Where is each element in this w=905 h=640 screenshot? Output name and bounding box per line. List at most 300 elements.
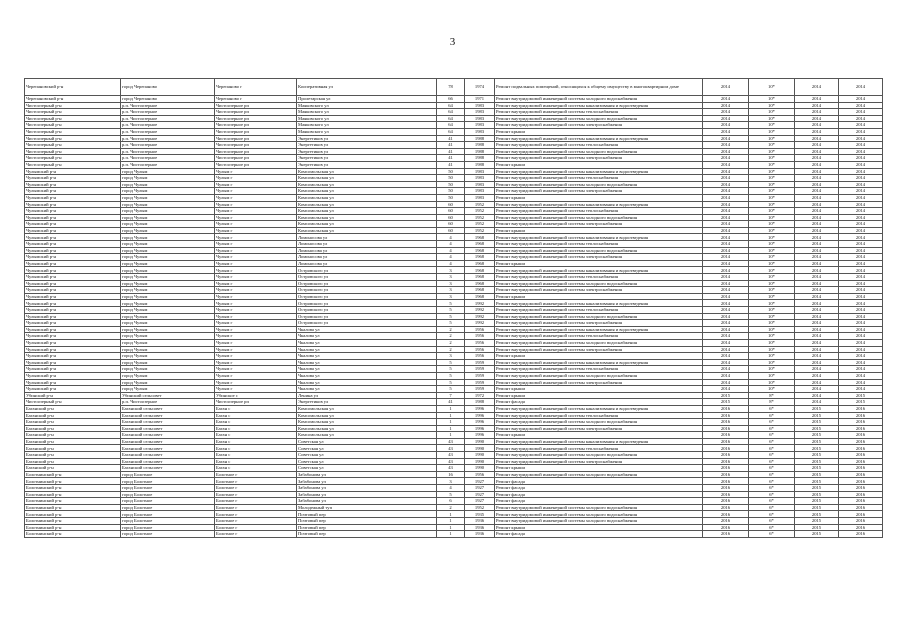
table-cell: 1996 bbox=[465, 405, 495, 412]
table-cell: 6* bbox=[749, 445, 795, 452]
table-cell: 2016 bbox=[703, 471, 749, 478]
table-cell: 2014 bbox=[795, 326, 839, 333]
table-row bbox=[25, 518, 883, 525]
table-cell: 2014 bbox=[839, 201, 883, 208]
table-cell: 3 bbox=[437, 353, 465, 360]
table-cell: 6* bbox=[749, 471, 795, 478]
table-cell: 6* bbox=[749, 452, 795, 459]
table-cell: 2014 bbox=[703, 386, 749, 393]
table-cell: Болотнинский р-н bbox=[25, 511, 121, 518]
table-cell: Болотнинский р-н bbox=[25, 524, 121, 531]
table-row bbox=[25, 326, 883, 333]
table-cell: Баганский сельсовет bbox=[121, 445, 215, 452]
table-cell: Болотнинский р-н bbox=[25, 498, 121, 505]
table-cell: 2014 bbox=[795, 313, 839, 320]
table-cell: Чкалова ул bbox=[297, 353, 437, 360]
table-cell: 10* bbox=[749, 300, 795, 307]
table-cell: Чулымский р-н bbox=[25, 333, 121, 340]
table-cell: Чулымский р-н bbox=[25, 168, 121, 175]
table-row bbox=[25, 485, 883, 492]
table-cell: 2016 bbox=[839, 511, 883, 518]
table-cell: Баганский сельсовет bbox=[121, 458, 215, 465]
table-cell: 2014 bbox=[703, 287, 749, 294]
page-number: 3 bbox=[449, 36, 456, 48]
table-row bbox=[25, 142, 883, 149]
table-cell: Чистоозерный р-н bbox=[25, 161, 121, 168]
table-cell: 2014 bbox=[795, 115, 839, 122]
table-cell: 5 bbox=[437, 491, 465, 498]
table-row bbox=[25, 524, 883, 531]
table-cell: Ремонт внутридомовой инженерной системы канализования и водоотведения bbox=[495, 300, 703, 307]
table-cell: Ремонт внутридомовой инженерной системы холодного водоснабжения bbox=[495, 471, 703, 478]
table-cell: 2015 bbox=[795, 405, 839, 412]
table-cell: 6* bbox=[749, 531, 795, 538]
table-cell: Чулымский р-н bbox=[25, 241, 121, 248]
table-row bbox=[25, 333, 883, 340]
table-cell: город Чулым bbox=[121, 386, 215, 393]
table-cell: 41 bbox=[437, 161, 465, 168]
table-row bbox=[25, 339, 883, 346]
table-cell: город Чулым bbox=[121, 188, 215, 195]
table-cell: Комсомольская ул bbox=[297, 425, 437, 432]
table-cell: 1956 bbox=[465, 326, 495, 333]
table-cell: Ремонт крыши bbox=[495, 386, 703, 393]
table-cell: Комсомольская ул bbox=[297, 181, 437, 188]
table-cell: 1992 bbox=[465, 300, 495, 307]
table-cell: 2014 bbox=[839, 300, 883, 307]
table-cell: Баганский сельсовет bbox=[121, 438, 215, 445]
table-cell: Ремонт внутридомовой инженерной системы электроснабжения bbox=[495, 425, 703, 432]
table-cell: 2014 bbox=[703, 148, 749, 155]
table-cell: 1990 bbox=[465, 438, 495, 445]
table-cell: р.п. Чистоозерное bbox=[121, 399, 215, 406]
table-cell: 2014 bbox=[839, 241, 883, 248]
table-cell: 2014 bbox=[703, 201, 749, 208]
table-cell: 2016 bbox=[839, 458, 883, 465]
table-cell: 43 bbox=[437, 438, 465, 445]
table-cell: 2014 bbox=[795, 227, 839, 234]
table-cell: 10* bbox=[749, 155, 795, 162]
table-cell: Баганский сельсовет bbox=[121, 452, 215, 459]
table-cell: Болотнинский р-н bbox=[25, 504, 121, 511]
table-cell: Чулымский р-н bbox=[25, 221, 121, 228]
table-cell: 1927 bbox=[465, 498, 495, 505]
table-cell: 3 bbox=[437, 293, 465, 300]
table-cell: Ремонт крыши bbox=[495, 392, 703, 399]
table-cell: 1927 bbox=[465, 491, 495, 498]
table-cell: Комсомольская ул bbox=[297, 405, 437, 412]
table-cell: 4 bbox=[437, 247, 465, 254]
table-cell: Чулым г bbox=[215, 227, 297, 234]
table-cell: 1927 bbox=[465, 485, 495, 492]
table-cell: 1983 bbox=[465, 109, 495, 116]
table-cell: Ремонт внутридомовой инженерной системы теплоснабжения bbox=[495, 109, 703, 116]
table-cell: 2016 bbox=[703, 498, 749, 505]
table-row bbox=[25, 115, 883, 122]
table-cell: 2014 bbox=[703, 168, 749, 175]
table-cell: 10* bbox=[749, 122, 795, 129]
table-cell: 2015 bbox=[703, 399, 749, 406]
table-row bbox=[25, 432, 883, 439]
table-cell: 1983 bbox=[465, 115, 495, 122]
table-cell: 1996 bbox=[465, 412, 495, 419]
table-row bbox=[25, 208, 883, 215]
table-cell: Чулым г bbox=[215, 234, 297, 241]
table-row bbox=[25, 161, 883, 168]
table-cell: 10* bbox=[749, 366, 795, 373]
table-cell: Чкалова ул bbox=[297, 326, 437, 333]
table-cell: Ремонт внутридомовой инженерной системы теплоснабжения bbox=[495, 445, 703, 452]
table-cell: Советская ул bbox=[297, 438, 437, 445]
table-cell: Ремонт внутридомовой инженерной системы теплоснабжения bbox=[495, 307, 703, 314]
table-cell: 2014 bbox=[795, 168, 839, 175]
table-cell: 2014 bbox=[795, 122, 839, 129]
table-cell: Чистоозерное рп bbox=[215, 122, 297, 129]
table-cell: Островского ул bbox=[297, 274, 437, 281]
table-cell: 1983 bbox=[465, 122, 495, 129]
table-cell: Чулым г bbox=[215, 188, 297, 195]
table-cell: город Чулым bbox=[121, 214, 215, 221]
table-cell: Чулым г bbox=[215, 168, 297, 175]
table-cell: 1 bbox=[437, 419, 465, 426]
table-row bbox=[25, 399, 883, 406]
table-cell: 50 bbox=[437, 168, 465, 175]
table-cell: Чулымский р-н bbox=[25, 194, 121, 201]
table-cell: Чулым г bbox=[215, 267, 297, 274]
table-cell: 2014 bbox=[795, 254, 839, 261]
table-cell: Чулым г bbox=[215, 194, 297, 201]
table-cell: 10* bbox=[749, 115, 795, 122]
table-cell: город Чулым bbox=[121, 208, 215, 215]
table-cell: 2016 bbox=[703, 438, 749, 445]
table-cell: 41 bbox=[437, 142, 465, 149]
table-cell: 1952 bbox=[465, 504, 495, 511]
table-cell: 10* bbox=[749, 102, 795, 109]
table-cell: Маяковского ул bbox=[297, 115, 437, 122]
table-cell: Ремонт внутридомовой инженерной системы холодного водоснабжения bbox=[495, 247, 703, 254]
table-row bbox=[25, 386, 883, 393]
table-cell: Ломоносова ул bbox=[297, 241, 437, 248]
table-cell: 2014 bbox=[795, 260, 839, 267]
table-row bbox=[25, 96, 883, 103]
table-cell: 2014 bbox=[703, 366, 749, 373]
table-cell: 2014 bbox=[703, 102, 749, 109]
table-cell: Ремонт крыши bbox=[495, 432, 703, 439]
table-cell: 5 bbox=[437, 372, 465, 379]
table-cell: город Болотное bbox=[121, 518, 215, 525]
table-cell: 2015 bbox=[839, 392, 883, 399]
table-cell: Чулым г bbox=[215, 241, 297, 248]
table-cell: 10* bbox=[749, 287, 795, 294]
table-row bbox=[25, 471, 883, 478]
table-cell: 2014 bbox=[703, 267, 749, 274]
table-cell: 2014 bbox=[703, 254, 749, 261]
table-cell: Комсомольская ул bbox=[297, 201, 437, 208]
table-cell: 2015 bbox=[839, 399, 883, 406]
table-cell: Чкалова ул bbox=[297, 339, 437, 346]
table-cell: город Чулым bbox=[121, 168, 215, 175]
table-cell: 1968 bbox=[465, 274, 495, 281]
table-cell: 1 bbox=[437, 524, 465, 531]
table-cell: 2016 bbox=[839, 405, 883, 412]
table-row bbox=[25, 366, 883, 373]
table-cell: Убинский р-н bbox=[25, 392, 121, 399]
table-row bbox=[25, 280, 883, 287]
table-cell: 2014 bbox=[839, 161, 883, 168]
table-cell: Баганский р-н bbox=[25, 432, 121, 439]
table-row bbox=[25, 135, 883, 142]
table-cell: Болотнинский р-н bbox=[25, 531, 121, 538]
table-cell: 1968 bbox=[465, 280, 495, 287]
table-cell: Чулым г bbox=[215, 221, 297, 228]
table-cell: Чистоозерное рп bbox=[215, 399, 297, 406]
table-cell: 1956 bbox=[465, 333, 495, 340]
table-cell: город Чулым bbox=[121, 372, 215, 379]
table-cell: Баганский сельсовет bbox=[121, 425, 215, 432]
table-cell: 2014 bbox=[703, 293, 749, 300]
table-cell: Ремонт внутридомовой инженерной системы канализования и водоотведения bbox=[495, 135, 703, 142]
table-cell: Чулымский р-н bbox=[25, 339, 121, 346]
table-cell: Чулымский р-н bbox=[25, 320, 121, 327]
table-cell: Комсомольская ул bbox=[297, 227, 437, 234]
table-cell: Комсомольская ул bbox=[297, 208, 437, 215]
table-cell: 10* bbox=[749, 260, 795, 267]
table-cell: Чулым г bbox=[215, 386, 297, 393]
table-cell: 10* bbox=[749, 379, 795, 386]
table-cell: 2016 bbox=[839, 419, 883, 426]
table-cell: Чулым г bbox=[215, 254, 297, 261]
table-cell: 2014 bbox=[795, 392, 839, 399]
table-cell: Чистоозерный р-н bbox=[25, 109, 121, 116]
table-cell: 10* bbox=[749, 175, 795, 182]
table-cell: 2014 bbox=[795, 399, 839, 406]
table-row bbox=[25, 346, 883, 353]
table-cell: Островского ул bbox=[297, 293, 437, 300]
table-cell: 2014 bbox=[795, 339, 839, 346]
table-cell: 1959 bbox=[465, 359, 495, 366]
table-row bbox=[25, 128, 883, 135]
table-cell: 2014 bbox=[795, 267, 839, 274]
table-cell: 10* bbox=[749, 339, 795, 346]
table-cell: 2016 bbox=[703, 491, 749, 498]
table-cell: 1968 bbox=[465, 241, 495, 248]
table-cell: 2015 bbox=[795, 498, 839, 505]
table-cell: Ломоносова ул bbox=[297, 247, 437, 254]
table-cell: 2014 bbox=[795, 188, 839, 195]
table-cell: Чистоозерный р-н bbox=[25, 399, 121, 406]
table-cell: 50 bbox=[437, 181, 465, 188]
table-cell: Ремонт внутридомовой инженерной системы теплоснабжения bbox=[495, 412, 703, 419]
table-cell: 1974 bbox=[465, 79, 495, 96]
table-cell: 2014 bbox=[839, 247, 883, 254]
table-cell: Баганский сельсовет bbox=[121, 412, 215, 419]
table-cell: Чулымский р-н bbox=[25, 208, 121, 215]
table-cell: Ремонт фасада bbox=[495, 491, 703, 498]
table-cell: город Чулым bbox=[121, 221, 215, 228]
table-cell: Энергетиков ул bbox=[297, 161, 437, 168]
table-cell: Баганский сельсовет bbox=[121, 419, 215, 426]
table-row bbox=[25, 307, 883, 314]
table-cell: 1936 bbox=[465, 531, 495, 538]
table-cell: Чулым г bbox=[215, 175, 297, 182]
table-row bbox=[25, 458, 883, 465]
table-cell: Болотное г bbox=[215, 524, 297, 531]
table-cell: Чулым г bbox=[215, 201, 297, 208]
table-cell: 1959 bbox=[465, 366, 495, 373]
table-cell: Чулым г bbox=[215, 346, 297, 353]
table-cell: Болотное г bbox=[215, 531, 297, 538]
table-cell: р.п. Чистоозерное bbox=[121, 102, 215, 109]
table-cell: 41 bbox=[437, 135, 465, 142]
table-cell: Чулым г bbox=[215, 181, 297, 188]
table-cell: Чистоозерный р-н bbox=[25, 102, 121, 109]
table-cell: Чулымский р-н bbox=[25, 307, 121, 314]
table-cell: Баганский р-н bbox=[25, 465, 121, 472]
table-cell: 2014 bbox=[839, 188, 883, 195]
table-cell: 2016 bbox=[703, 465, 749, 472]
table-cell: 2016 bbox=[839, 524, 883, 531]
table-cell: 10* bbox=[749, 307, 795, 314]
table-cell: город Болотное bbox=[121, 504, 215, 511]
table-cell: 2014 bbox=[703, 115, 749, 122]
table-cell: 4 bbox=[437, 254, 465, 261]
table-cell: 2014 bbox=[703, 96, 749, 103]
table-cell: 6* bbox=[749, 438, 795, 445]
table-cell: 10* bbox=[749, 148, 795, 155]
table-cell: 2014 bbox=[703, 188, 749, 195]
table-cell: Баган с bbox=[215, 458, 297, 465]
table-cell: 2014 bbox=[703, 313, 749, 320]
table-row bbox=[25, 109, 883, 116]
table-cell: 4 bbox=[437, 234, 465, 241]
table-cell: Чулым г bbox=[215, 326, 297, 333]
table-cell: Болотнинский р-н bbox=[25, 471, 121, 478]
table-cell: 2016 bbox=[703, 511, 749, 518]
table-cell: 1 bbox=[437, 511, 465, 518]
table-cell: 43 bbox=[437, 452, 465, 459]
table-cell: Комсомольская ул bbox=[297, 194, 437, 201]
table-cell: Почтовый пер bbox=[297, 511, 437, 518]
table-cell: 10* bbox=[749, 227, 795, 234]
table-cell: Ремонт внутридомовой инженерной системы холодного водоснабжения bbox=[495, 115, 703, 122]
table-cell: Пролетарская ул bbox=[297, 96, 437, 103]
table-cell: 4 bbox=[437, 241, 465, 248]
table-cell: 2016 bbox=[703, 419, 749, 426]
table-cell: 1 bbox=[437, 425, 465, 432]
table-cell: 4 bbox=[437, 260, 465, 267]
table-cell: 6* bbox=[749, 405, 795, 412]
table-cell: 1956 bbox=[465, 346, 495, 353]
table-cell: город Чулым bbox=[121, 287, 215, 294]
table-cell: Ремонт внутридомовой инженерной системы холодного водоснабжения bbox=[495, 419, 703, 426]
table-cell: Почтовый пер bbox=[297, 531, 437, 538]
table-cell: Молодежный туп bbox=[297, 504, 437, 511]
table-cell: Чулымский р-н bbox=[25, 234, 121, 241]
table-cell: Чулым г bbox=[215, 293, 297, 300]
table-cell: Баганский сельсовет bbox=[121, 432, 215, 439]
table-cell: 2014 bbox=[703, 307, 749, 314]
table-cell: 3 bbox=[437, 280, 465, 287]
table-cell: Ремонт внутридомовой инженерной системы холодного водоснабжения bbox=[495, 313, 703, 320]
table-cell: Чулымский р-н bbox=[25, 313, 121, 320]
table-cell: Ремонт внутридомовой инженерной системы холодного водоснабжения bbox=[495, 504, 703, 511]
table-cell: город Чулым bbox=[121, 320, 215, 327]
table-cell: Островского ул bbox=[297, 307, 437, 314]
table-cell: 10* bbox=[749, 313, 795, 320]
table-cell: Маяковского ул bbox=[297, 128, 437, 135]
table-cell: 2014 bbox=[839, 287, 883, 294]
table-cell: 2015 bbox=[795, 458, 839, 465]
table-cell: город Чулым bbox=[121, 194, 215, 201]
table-cell: 2014 bbox=[703, 333, 749, 340]
table-cell: 2014 bbox=[839, 379, 883, 386]
table-cell: 6* bbox=[749, 491, 795, 498]
table-cell: 2014 bbox=[795, 208, 839, 215]
table-cell: 2014 bbox=[703, 135, 749, 142]
table-row bbox=[25, 122, 883, 129]
table-cell: 6* bbox=[749, 511, 795, 518]
table-cell: 2014 bbox=[795, 241, 839, 248]
table-cell: 10* bbox=[749, 161, 795, 168]
table-cell: Баган с bbox=[215, 452, 297, 459]
table-row bbox=[25, 155, 883, 162]
table-cell: Чулымский р-н bbox=[25, 300, 121, 307]
table-cell: Ремонт внутридомовой инженерной системы электроснабжения bbox=[495, 320, 703, 327]
table-cell: Ремонт внутридомовой инженерной системы теплоснабжения bbox=[495, 208, 703, 215]
table-cell: город Чулым bbox=[121, 353, 215, 360]
table-row bbox=[25, 175, 883, 182]
table-cell: 2 bbox=[437, 326, 465, 333]
table-cell: 10* bbox=[749, 247, 795, 254]
table-cell: 2014 bbox=[839, 181, 883, 188]
table-cell: 2015 bbox=[795, 485, 839, 492]
table-cell: Чулымский р-н bbox=[25, 227, 121, 234]
table-cell: Баганский р-н bbox=[25, 445, 121, 452]
table-cell: 2014 bbox=[839, 109, 883, 116]
table-cell: 6* bbox=[749, 478, 795, 485]
table-cell: 2014 bbox=[795, 379, 839, 386]
table-cell: 3 bbox=[437, 274, 465, 281]
table-cell: Чулымский р-н bbox=[25, 274, 121, 281]
table-cell: 10* bbox=[749, 346, 795, 353]
table-cell: Чкалова ул bbox=[297, 333, 437, 340]
table-cell: Чулым г bbox=[215, 214, 297, 221]
table-cell: 10* bbox=[749, 274, 795, 281]
table-cell: 2014 bbox=[839, 227, 883, 234]
table-cell: 2014 bbox=[703, 346, 749, 353]
table-cell: Чистоозерное рп bbox=[215, 128, 297, 135]
table-cell: 1988 bbox=[465, 142, 495, 149]
table-cell: 2015 bbox=[795, 518, 839, 525]
table-cell: 6* bbox=[749, 518, 795, 525]
table-cell: 2014 bbox=[703, 109, 749, 116]
table-cell: Ремонт фасада bbox=[495, 478, 703, 485]
table-row bbox=[25, 353, 883, 360]
table-cell: р.п. Чистоозерное bbox=[121, 148, 215, 155]
table-cell: Ремонт крыши bbox=[495, 293, 703, 300]
table-cell: 6* bbox=[749, 504, 795, 511]
table-cell: 1988 bbox=[465, 135, 495, 142]
table-cell: 60 bbox=[437, 227, 465, 234]
table-cell: 41 bbox=[437, 155, 465, 162]
table-cell: 2014 bbox=[839, 359, 883, 366]
table-cell: Ремонт крыши bbox=[495, 128, 703, 135]
table-cell: Островского ул bbox=[297, 300, 437, 307]
table-cell: 2014 bbox=[795, 372, 839, 379]
table-cell: 2014 bbox=[795, 274, 839, 281]
table-cell: 2014 bbox=[795, 214, 839, 221]
table-cell: Ремонт внутридомовой инженерной системы холодного водоснабжения bbox=[495, 511, 703, 518]
